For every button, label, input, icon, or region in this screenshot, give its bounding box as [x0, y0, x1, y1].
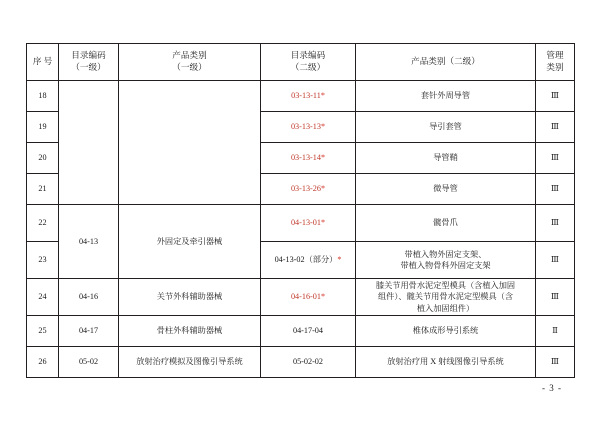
cell-management-class: Ⅲ	[536, 174, 575, 205]
table-header	[27, 44, 575, 81]
cell-code-level2	[261, 279, 356, 316]
code-text: 03-13-11	[291, 91, 321, 101]
cell-category-level1: 放射治疗模拟及图像引导系统	[119, 347, 261, 378]
cell-category-level2: 微导管	[356, 174, 536, 205]
cell-code-level1: 05-02	[59, 347, 119, 378]
table-row	[27, 316, 575, 347]
cell-code-level1: 04-17	[59, 316, 119, 347]
cell-management-class: Ⅲ	[536, 279, 575, 316]
cell-category-level1: 外固定及牵引器械	[119, 205, 261, 279]
cell-management-class: Ⅲ	[536, 143, 575, 174]
cell-code-level1: 04-13	[59, 205, 119, 279]
cell-code-level1-blank	[59, 81, 119, 205]
cell-management-class: Ⅲ	[536, 347, 575, 378]
table-row	[27, 205, 575, 242]
cell-code-level2	[261, 143, 356, 174]
cell-seq: 23	[27, 242, 59, 279]
cell-code-level2	[261, 205, 356, 242]
cell-code-level2	[261, 112, 356, 143]
header-category-level2: 产品类别（二级）	[356, 44, 536, 81]
cell-management-class: Ⅲ	[536, 81, 575, 112]
cell-code-level2	[261, 174, 356, 205]
code-text: 04-13-02（部分）	[274, 255, 338, 265]
star-marker: *	[337, 255, 342, 265]
cell-code-level2	[261, 81, 356, 112]
table-row	[27, 81, 575, 112]
table-header-row	[27, 44, 575, 81]
table-row	[27, 347, 575, 378]
cell-category-level2: 导管鞘	[356, 143, 536, 174]
star-marker: *	[320, 91, 325, 101]
cell-seq: 22	[27, 205, 59, 242]
table-body	[27, 81, 575, 378]
cell-seq: 24	[27, 279, 59, 316]
star-marker: *	[320, 218, 326, 228]
code-text: 03-13-26	[290, 184, 321, 194]
cell-category-level1: 骨柱外科辅助器械	[119, 316, 261, 347]
cell-category-level2: 髋骨爪	[356, 205, 536, 242]
cell-category-level1: 关节外科辅助器械	[119, 279, 261, 316]
cell-seq: 25	[27, 316, 59, 347]
cell-seq: 21	[27, 174, 59, 205]
code-text: 03-13-13	[290, 122, 321, 132]
catalog-table	[26, 43, 575, 378]
cell-category-level2: 椎体成形导引系统	[356, 316, 536, 347]
cell-management-class: Ⅲ	[536, 112, 575, 143]
header-seq: 序 号	[27, 44, 59, 81]
catalog-table-container	[26, 43, 574, 378]
cell-code-level2: 05-02-02	[261, 347, 356, 378]
cell-category-level2: 导引套管	[356, 112, 536, 143]
cell-code-level2: 04-17-04	[261, 316, 356, 347]
cell-code-level2	[261, 242, 356, 279]
cell-category-level1-blank	[119, 81, 261, 205]
cell-category-level2: 套针外周导管	[356, 81, 536, 112]
code-text: 03-13-14	[290, 153, 321, 163]
cell-category-level2: 放射治疗用 X 射线图像引导系统	[356, 347, 536, 378]
cell-seq: 26	[27, 347, 59, 378]
header-code-level2: 目录编码 （二级）	[261, 44, 356, 81]
cell-seq: 18	[27, 81, 59, 112]
star-marker: *	[320, 292, 326, 302]
cell-management-class: Ⅲ	[536, 242, 575, 279]
cell-management-class: Ⅱ	[536, 316, 575, 347]
cell-category-level2: 带植入物外固定支架、 带植入物骨科外固定支架	[356, 242, 536, 279]
header-management-class: 管理 类别	[536, 44, 575, 81]
page-number: - 3 -	[542, 383, 562, 393]
star-marker: *	[320, 122, 326, 132]
cell-seq: 20	[27, 143, 59, 174]
cell-category-level2: 膝关节用骨水泥定型模具（含植入加固 组件）、髋关节用骨水泥定型模具（含 植入加固组件）	[356, 279, 536, 316]
table-row	[27, 279, 575, 316]
star-marker: *	[320, 184, 326, 194]
header-category-level1: 产品类别 （一级）	[119, 44, 261, 81]
code-text: 04-13-01	[290, 218, 321, 228]
cell-seq: 19	[27, 112, 59, 143]
code-text: 04-16-01	[290, 292, 321, 302]
star-marker: *	[320, 153, 326, 163]
cell-code-level1: 04-16	[59, 279, 119, 316]
header-code-level1: 目录编码 （一级）	[59, 44, 119, 81]
cell-management-class: Ⅲ	[536, 205, 575, 242]
